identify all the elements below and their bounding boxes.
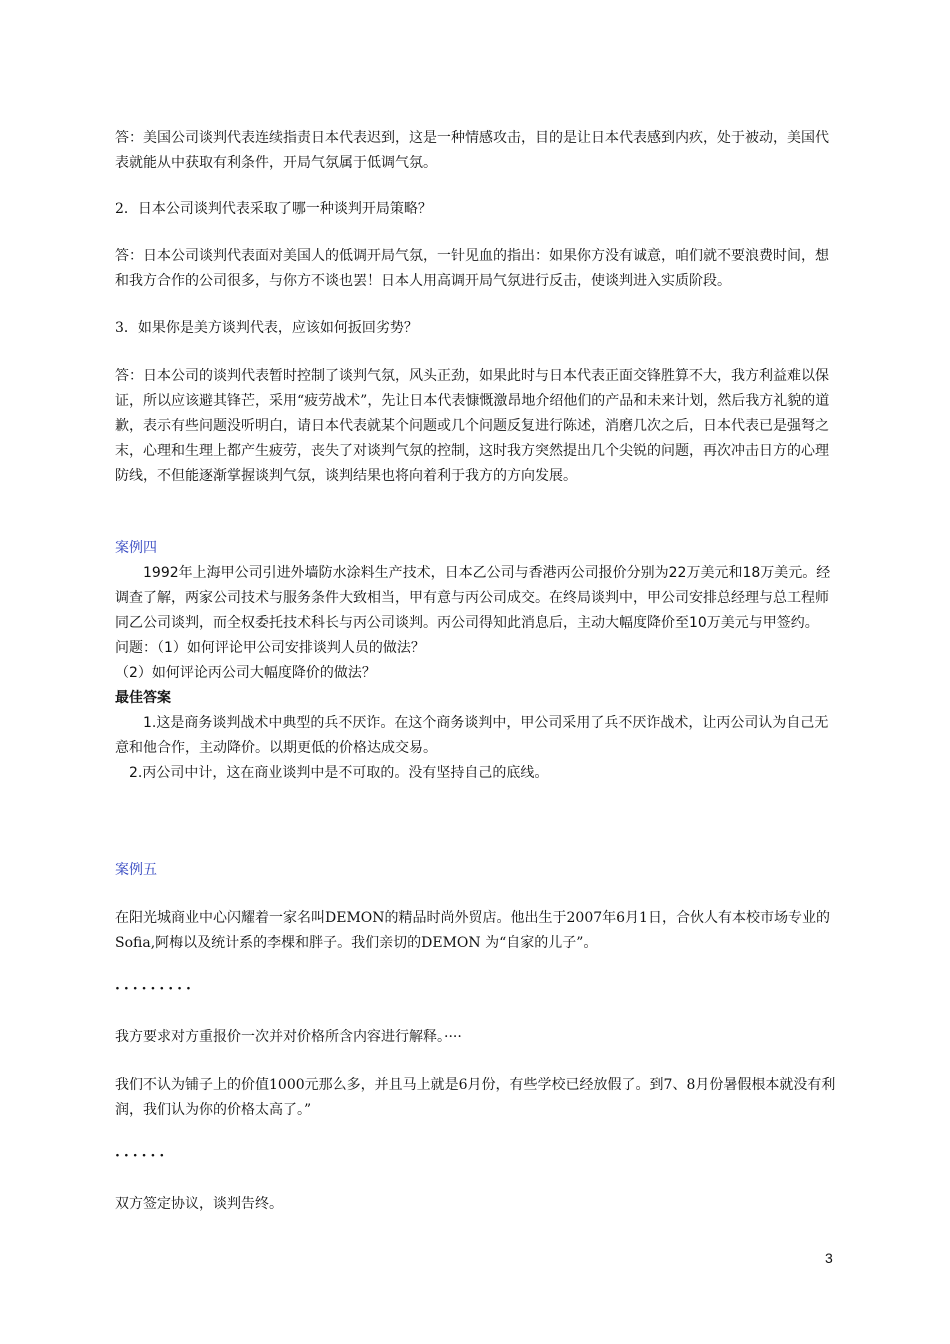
best-answer-label: 最佳答案 <box>115 690 171 706</box>
ellipsis-dots-2: ······ <box>115 1148 169 1164</box>
case4-answer-2: 2.丙公司中计，这在商业谈判中是不可取的。没有坚持自己的底线。 <box>129 765 549 781</box>
case3-question-3: 3．如果你是美方谈判代表，应该如何扳回劣势？ <box>115 320 418 336</box>
case4-question-1: 问题：（1）如何评论甲公司安排谈判人员的做法？ <box>115 640 425 656</box>
case4-body: 1992年上海甲公司引进外墙防水涂料生产技术，日本乙公司与香港丙公司报价分别为22万美元和18万美元。经调查了解，两家公司技术与服务条件大致相当，甲有意与丙公司成交。在终局谈判中，甲公司安排总经理与总工程师同乙公司谈判，而全权委托技术科长与丙公司谈判。丙公司得知此消息后，主动大幅度降价至10万美元与甲签约。 <box>115 565 831 631</box>
page-number: 3 <box>825 1250 833 1266</box>
case3-question-2: 2．日本公司谈判代表采取了哪一种谈判开局策略？ <box>115 201 432 217</box>
case5-paragraph-4: 双方签定协议，谈判告终。 <box>115 1196 283 1212</box>
case3-answer-1: 答：美国公司谈判代表连续指责日本代表迟到，这是一种情感攻击，目的是让日本代表感到内疚，处于被动，美国代表就能从中获取有利条件，开局气氛属于低调气氛。 <box>115 130 829 171</box>
case4-section <box>115 536 840 786</box>
case5-paragraph-3: 我们不认为铺子上的价值1000元那么多，并且马上就是6月份，有些学校已经放假了。到7、8月份暑假根本就没有利润，我们认为你的价格太高了。” <box>115 1077 836 1118</box>
ellipsis-dots-1: ········· <box>115 981 195 997</box>
case3-answer-2: 答：日本公司谈判代表面对美国人的低调开局气氛，一针见血的指出：如果你方没有诚意，咱们就不要浪费时间，想和我方合作的公司很多，与你方不谈也罢！日本人用高调开局气氛进行反击，使谈判进入实质阶段。 <box>115 248 829 289</box>
case5-title: 案例五 <box>115 862 157 878</box>
case5-paragraph-2: 我方要求对方重报价一次并对价格所含内容进行解释。···· <box>115 1029 462 1045</box>
case3-answer-3: 答：日本公司的谈判代表暂时控制了谈判气氛，风头正劲，如果此时与日本代表正面交锋胜算不大，我方利益难以保证，所以应该避其锋芒，采用“疲劳战术”，先让日本代表慷慨激昂地介绍他们的产品和未来计划，然后我方礼貌的道歉，表示有些问题没听明白，请日本代表就某个问题或几个问题反复进行陈述，消磨几次之后，日本代表已是强弩之末，心理和生理上都产生疲劳，丧失了对谈判气氛的控制，这时我方突然提出几个尖锐的问题，再次冲击日方的心理防线，不但能逐渐掌握谈判气氛，谈判结果也将向着利于我方的方向发展。 <box>115 368 830 484</box>
case4-answer-1: 1.这是商务谈判战术中典型的兵不厌诈。在这个商务谈判中，甲公司采用了兵不厌诈战术，让丙公司认为自己无意和他合作，主动降价。以期更低的价格达成交易。 <box>115 715 829 756</box>
case5-paragraph-1: 在阳光城商业中心闪耀着一家名叫DEMON的精品时尚外贸店。他出生于2007年6月1日，合伙人有本校市场专业的Sofia,阿梅以及统计系的李棵和胖子。我们亲切的DEMON 为“自家的儿子”。 <box>115 910 830 951</box>
case4-question-2: （2）如何评论丙公司大幅度降价的做法？ <box>115 665 376 681</box>
case4-title: 案例四 <box>115 540 157 556</box>
